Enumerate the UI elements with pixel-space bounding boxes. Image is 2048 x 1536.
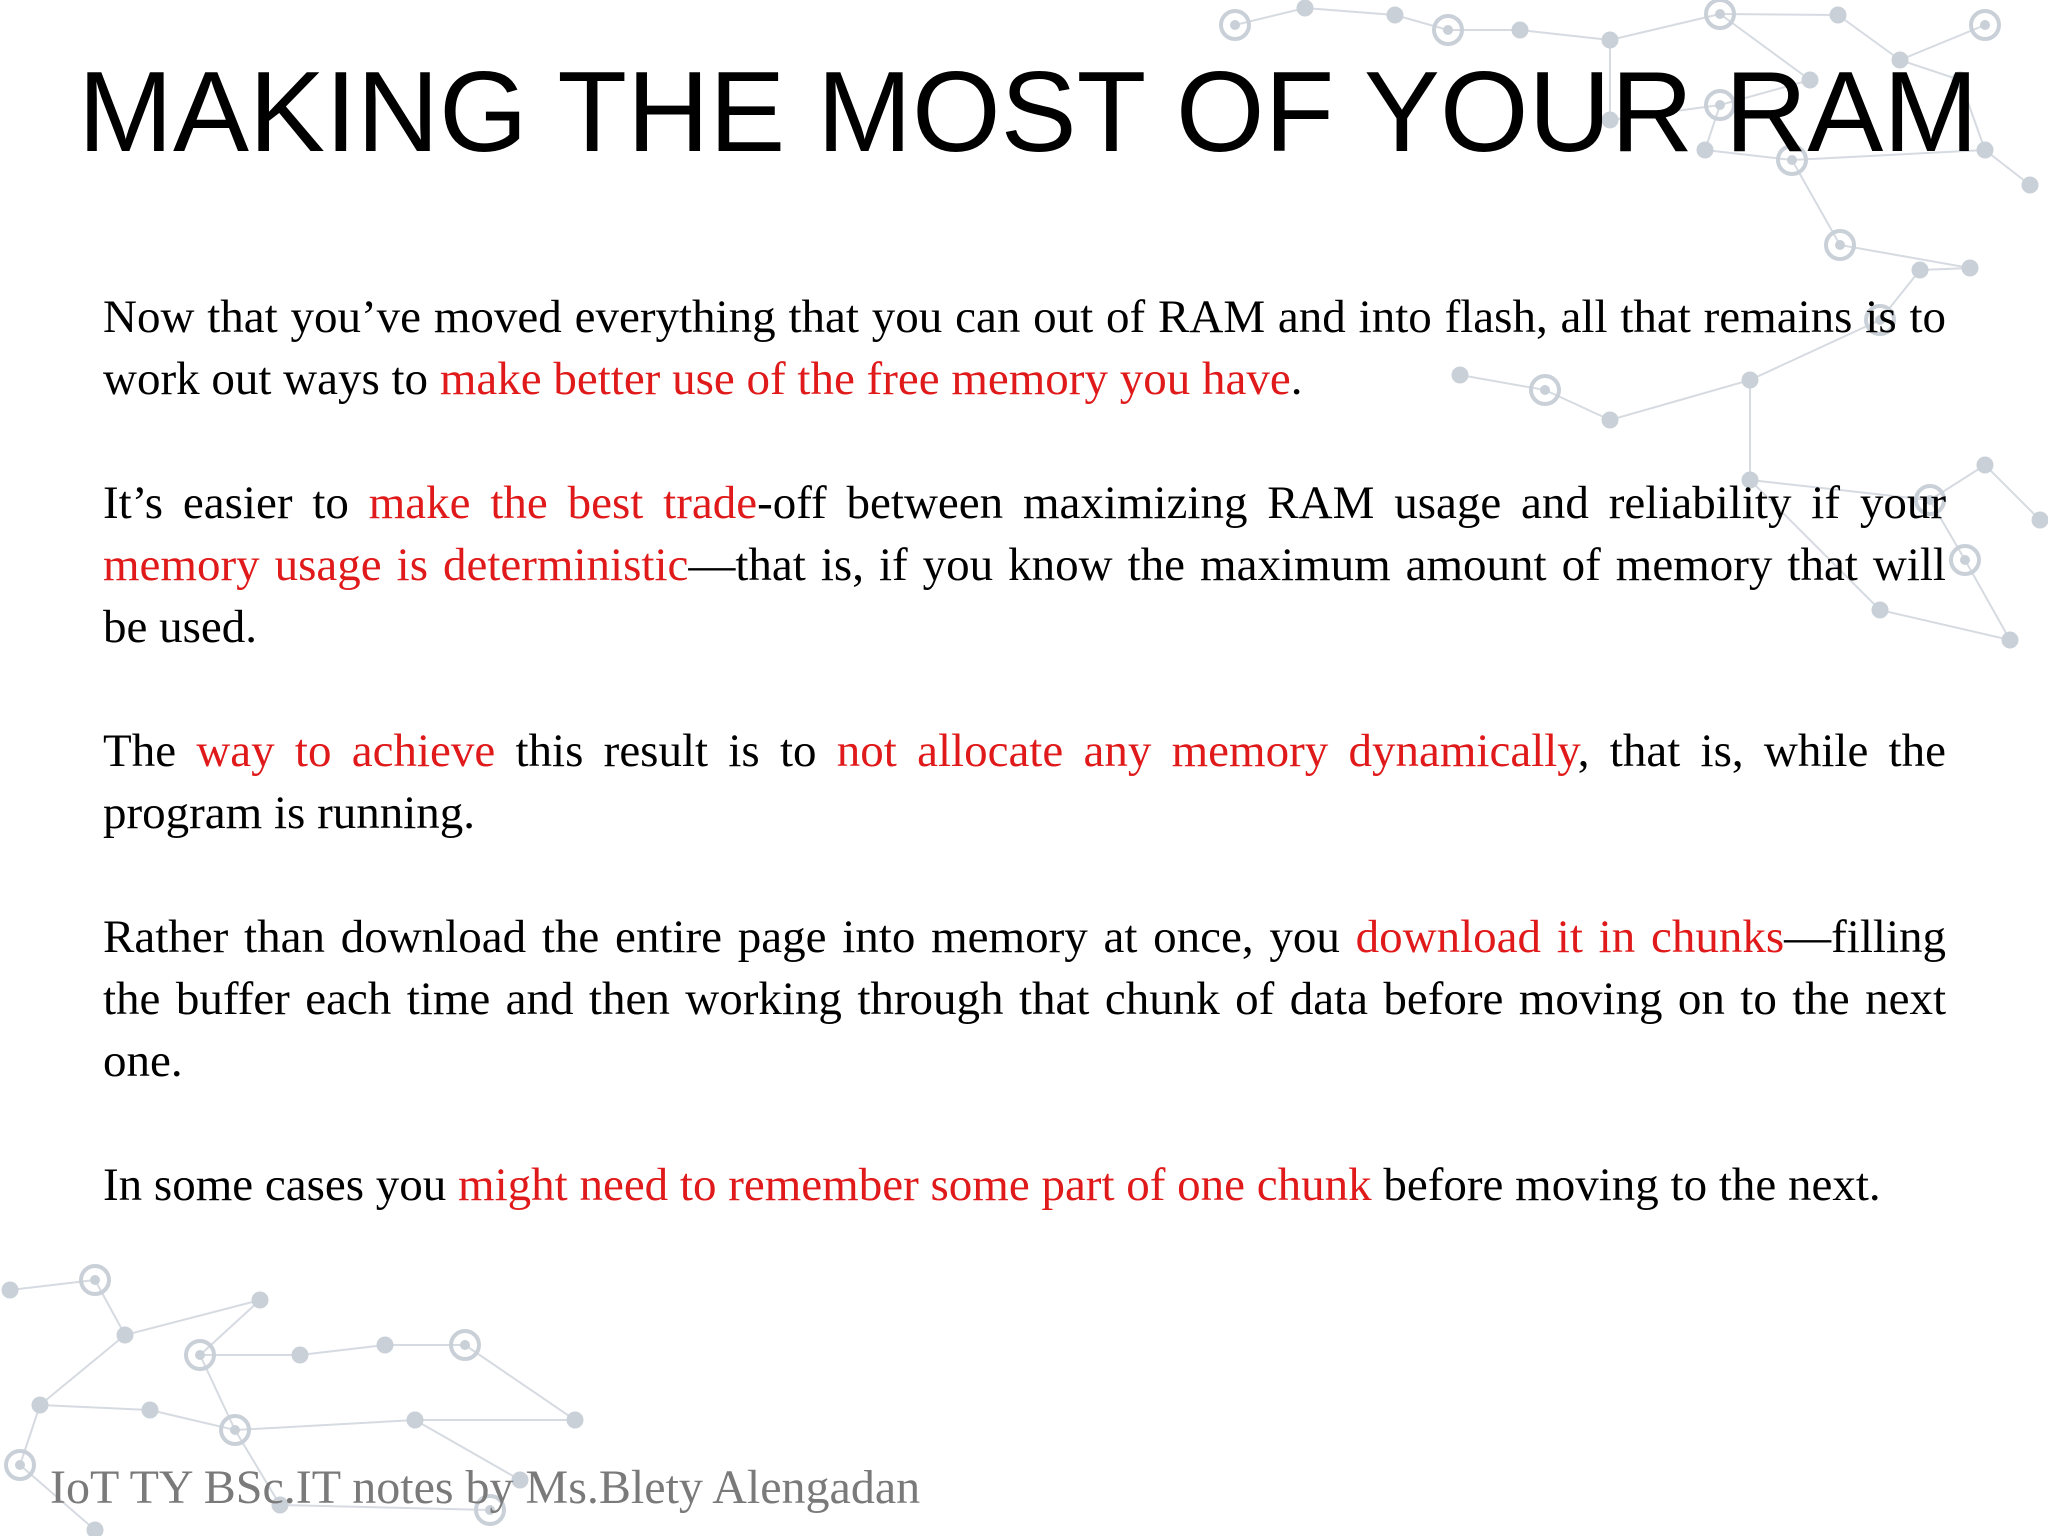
network-edge (1720, 14, 1838, 15)
network-node (2022, 177, 2038, 193)
network-node (292, 1347, 308, 1363)
network-node-core (230, 1425, 240, 1435)
network-node-core (460, 1340, 470, 1350)
paragraph-text: Now that you’ve moved everything that you can out of RAM and into flash, all that remains is to work out ways to (103, 291, 1946, 405)
network-node-core (1230, 20, 1240, 30)
network-node-core (1960, 555, 1970, 565)
highlighted-text: might need to remember some part of one chunk (458, 1159, 1372, 1211)
network-edge (95, 1280, 125, 1335)
network-node (142, 1402, 158, 1418)
slide-body (103, 286, 1946, 1216)
network-edge (300, 1345, 385, 1355)
network-node (1962, 260, 1978, 276)
paragraph-text: Rather than download the entire page into memory at once, you (103, 911, 1356, 963)
network-edge (40, 1335, 125, 1405)
network-node (1977, 142, 1993, 158)
body-paragraph (103, 286, 1946, 410)
network-node-core (1443, 25, 1453, 35)
highlighted-text: way to achieve (196, 725, 496, 777)
network-node (2, 1282, 18, 1298)
body-paragraph (103, 472, 1946, 658)
network-node (377, 1337, 393, 1353)
network-edge (1305, 8, 1395, 15)
paragraph-text: —filling the buffer each time and then working through that chunk of data before moving on to the next one. (103, 911, 1947, 1087)
network-node (1297, 0, 1313, 16)
network-node (2032, 512, 2048, 528)
highlighted-text: make the best trade (368, 477, 758, 529)
highlighted-text: memory usage is deterministic (103, 539, 689, 591)
network-edge (1985, 465, 2040, 520)
network-node (1830, 7, 1846, 23)
network-node-core (90, 1275, 100, 1285)
body-paragraph (103, 906, 1946, 1092)
network-node (1387, 7, 1403, 23)
network-edge (1520, 30, 1610, 40)
highlighted-text: download it in chunks (1355, 911, 1785, 963)
network-node (1912, 262, 1928, 278)
network-node (2002, 632, 2018, 648)
network-node-core (1715, 9, 1725, 19)
network-edge (1610, 14, 1720, 40)
network-node (1512, 22, 1528, 38)
network-node-core (15, 1460, 25, 1470)
footer-credit: IoT TY BSc.IT notes by Ms.Blety Alengadan (50, 1461, 921, 1514)
paragraph-text: this result is to (495, 725, 837, 777)
network-node-core (1835, 240, 1845, 250)
body-paragraph (103, 1154, 1946, 1216)
network-edge (40, 1405, 150, 1410)
network-edge (465, 1345, 575, 1420)
paragraph-text: —that is, if you know the maximum amount of memory that will be used. (103, 539, 1946, 653)
network-node (567, 1412, 583, 1428)
network-node-core (195, 1350, 205, 1360)
paragraph-text: It’s easier to (103, 477, 369, 529)
network-node (32, 1397, 48, 1413)
network-node (407, 1412, 423, 1428)
paragraph-text: . (1290, 353, 1303, 405)
paragraph-text: -off between maximizing RAM usage and reliability if your (757, 477, 1947, 529)
network-node (87, 1522, 103, 1536)
paragraph-text: , that is, while the program is running. (103, 725, 1946, 839)
network-node (117, 1327, 133, 1343)
network-edge (235, 1420, 415, 1430)
paragraph-text: before moving to the next. (1371, 1159, 1881, 1211)
network-node (252, 1292, 268, 1308)
body-paragraph (103, 720, 1946, 844)
paragraph-text: The (103, 725, 197, 777)
highlighted-text: not allocate any memory dynamically (836, 725, 1578, 777)
network-node (1602, 32, 1618, 48)
network-node (1977, 457, 1993, 473)
paragraph-text: In some cases you (103, 1159, 459, 1211)
network-edge (1840, 245, 1970, 268)
highlighted-text: make better use of the free memory you have (439, 353, 1291, 405)
slide-title: MAKING THE MOST OF YOUR RAM (78, 49, 1979, 176)
network-node-core (1980, 20, 1990, 30)
network-edge (1985, 150, 2030, 185)
